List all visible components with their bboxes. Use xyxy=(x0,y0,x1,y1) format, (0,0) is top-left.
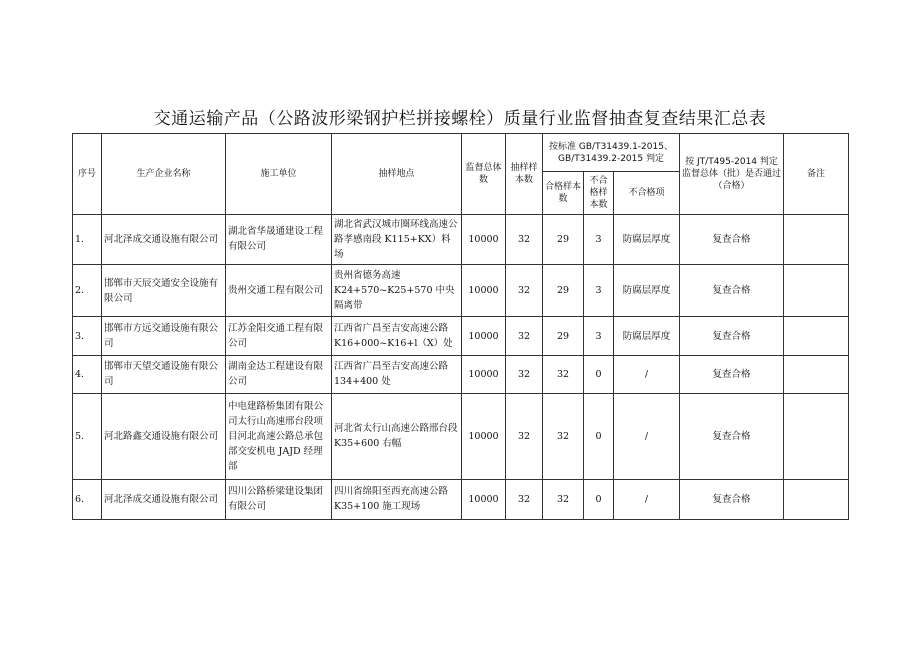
row-sample: 32 xyxy=(506,355,543,393)
row-sample: 32 xyxy=(506,394,543,480)
header-standard-group: 按标准 GB/T31439.1-2015、GB/T31439.2-2015 判定 xyxy=(543,134,680,172)
header-location: 抽样地点 xyxy=(332,134,462,215)
row-pass: 29 xyxy=(543,317,584,355)
row-judgement: 复查合格 xyxy=(680,479,784,519)
row-fail: 3 xyxy=(584,214,614,264)
row-pass: 32 xyxy=(543,479,584,519)
header-fail-items: 不合格项 xyxy=(614,172,680,214)
row-remark xyxy=(784,214,849,264)
header-sample: 抽样样本数 xyxy=(506,134,543,215)
row-no: 1. xyxy=(73,214,102,264)
header-pass-count: 合格样本数 xyxy=(543,172,584,214)
row-judgement: 复查合格 xyxy=(680,265,784,317)
row-sample: 32 xyxy=(506,479,543,519)
row-total: 10000 xyxy=(462,317,506,355)
row-total: 10000 xyxy=(462,394,506,480)
row-judgement: 复查合格 xyxy=(680,394,784,480)
row-no: 2. xyxy=(73,265,102,317)
row-fail-items: 防腐层厚度 xyxy=(614,317,680,355)
row-remark xyxy=(784,317,849,355)
row-location: 河北省太行山高速公路邢台段 K35+600 右幅 xyxy=(332,394,462,480)
row-no: 5. xyxy=(73,394,102,480)
row-judgement: 复查合格 xyxy=(680,355,784,393)
row-judgement: 复查合格 xyxy=(680,317,784,355)
row-total: 10000 xyxy=(462,355,506,393)
row-pass: 32 xyxy=(543,394,584,480)
row-pass: 29 xyxy=(543,214,584,264)
row-pass: 32 xyxy=(543,355,584,393)
page-title: 交通运输产品（公路波形梁钢护栏拼接螺栓）质量行业监督抽查复查结果汇总表 xyxy=(153,109,767,129)
header-contractor: 施工单位 xyxy=(226,134,332,215)
row-pass: 29 xyxy=(543,265,584,317)
header-jt-judgement: 按 JT/T495-2014 判定监督总体（批）是否通过（合格） xyxy=(680,134,784,215)
table-row xyxy=(73,265,849,317)
table-row xyxy=(73,479,849,519)
header-seq: 序号 xyxy=(73,134,102,215)
row-location: 四川省绵阳至西充高速公路 K35+100 施工现场 xyxy=(332,479,462,519)
row-remark xyxy=(784,479,849,519)
row-fail-items: / xyxy=(614,479,680,519)
row-contractor: 四川公路桥梁建设集团有限公司 xyxy=(226,479,332,519)
row-location: 江西省广昌至吉安高速公路 134+400 处 xyxy=(332,355,462,393)
row-no: 3. xyxy=(73,317,102,355)
row-location: 江西省广昌至吉安高速公路 K16+000~K16+l（X）处 xyxy=(332,317,462,355)
row-contractor: 中电建路桥集团有限公司太行山高速邢台段项目河北高速公路总承包部交安机电 JAJD 经理部 xyxy=(226,394,332,480)
row-company: 河北路鑫交通设施有限公司 xyxy=(102,394,226,480)
results-table xyxy=(72,133,849,520)
row-total: 10000 xyxy=(462,479,506,519)
header-company: 生产企业名称 xyxy=(102,134,226,215)
header-fail-count: 不合格样本数 xyxy=(584,172,614,214)
row-no: 6. xyxy=(73,479,102,519)
row-company: 河北泽成交通设施有限公司 xyxy=(102,479,226,519)
table-row xyxy=(73,355,849,393)
row-remark xyxy=(784,265,849,317)
row-fail-items: 防腐层厚度 xyxy=(614,214,680,264)
row-fail: 0 xyxy=(584,355,614,393)
row-sample: 32 xyxy=(506,214,543,264)
row-fail: 0 xyxy=(584,394,614,480)
row-remark xyxy=(784,355,849,393)
table-row xyxy=(73,214,849,264)
row-fail-items: / xyxy=(614,394,680,480)
row-location: 湖北省武汉城市圈环线高速公路孝感南段 K115+KX）料场 xyxy=(332,214,462,264)
row-company: 邯郸市天望交通设施有限公司 xyxy=(102,355,226,393)
row-fail: 3 xyxy=(584,317,614,355)
row-company: 河北泽成交通设施有限公司 xyxy=(102,214,226,264)
row-contractor: 贵州交通工程有限公司 xyxy=(226,265,332,317)
row-no: 4. xyxy=(73,355,102,393)
row-remark xyxy=(784,394,849,480)
row-fail: 0 xyxy=(584,479,614,519)
row-contractor: 湖北省华晟通建设工程有限公司 xyxy=(226,214,332,264)
row-contractor: 江苏金阳交通工程有限公司 xyxy=(226,317,332,355)
row-company: 邯郸市方远交通设施有限公司 xyxy=(102,317,226,355)
row-total: 10000 xyxy=(462,265,506,317)
row-contractor: 湖南金达工程建设有限公司 xyxy=(226,355,332,393)
row-fail: 3 xyxy=(584,265,614,317)
table-row xyxy=(73,317,849,355)
row-fail-items: / xyxy=(614,355,680,393)
row-sample: 32 xyxy=(506,265,543,317)
table-row xyxy=(73,394,849,480)
row-fail-items: 防腐层厚度 xyxy=(614,265,680,317)
row-location: 贵州省德务高速K24+570~K25+570 中央隔离带 xyxy=(332,265,462,317)
row-sample: 32 xyxy=(506,317,543,355)
row-total: 10000 xyxy=(462,214,506,264)
row-company: 邯郸市天辰交通安全设施有限公司 xyxy=(102,265,226,317)
header-row-1 xyxy=(73,134,849,172)
header-remark: 备注 xyxy=(784,134,849,215)
row-judgement: 复查合格 xyxy=(680,214,784,264)
header-total: 监督总体数 xyxy=(462,134,506,215)
